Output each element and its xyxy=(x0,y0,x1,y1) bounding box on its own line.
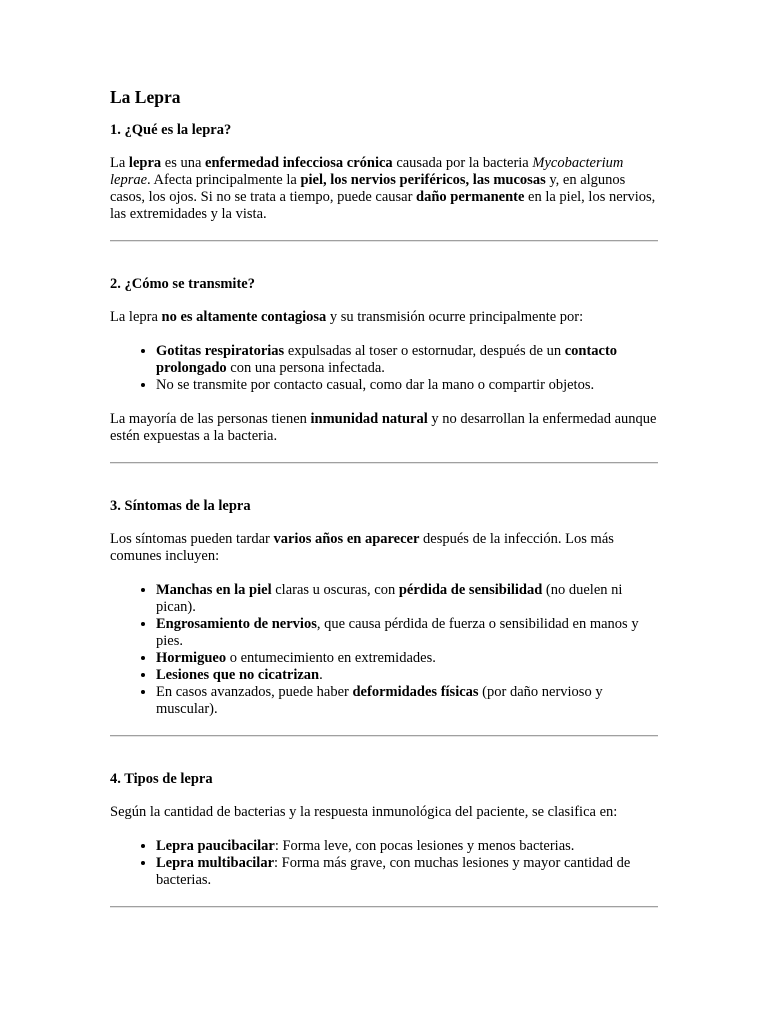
section-symptoms xyxy=(110,498,658,737)
text-span: En casos avanzados, puede haber xyxy=(156,684,353,700)
bold-span: Engrosamiento de nervios xyxy=(156,616,317,632)
list-item xyxy=(156,582,658,616)
bold-span: Lesiones que no cicatrizan xyxy=(156,667,320,683)
list-item xyxy=(156,667,658,684)
text-span: , que causa pérdida de fuerza o sensibilidad en manos y pies. xyxy=(156,616,639,649)
bold-span: Manchas en la piel xyxy=(156,582,272,598)
bold-span: piel, los nervios periféricos, las mucosas xyxy=(300,172,546,188)
text-span: expulsadas al toser o estornudar, después de un xyxy=(284,343,565,359)
text-span: : Forma más grave, con muchas lesiones y mayor cantidad de bacterias. xyxy=(156,855,631,888)
bold-span: enfermedad infecciosa crónica xyxy=(205,155,393,171)
list-item xyxy=(156,684,658,718)
bold-span: lepra xyxy=(128,155,162,171)
italic-span: Mycobacterium leprae xyxy=(110,155,624,188)
section-heading: 3. Síntomas de la lepra xyxy=(110,498,251,514)
section-paragraph xyxy=(110,531,658,565)
text-span: y, en algunos casos, los ojos. Si no se trata a tiempo, puede causar xyxy=(110,172,626,205)
text-span: No se transmite por contacto casual, como dar la mano o compartir objetos. xyxy=(156,377,595,393)
bold-span: Lepra paucibacilar xyxy=(156,838,275,854)
text-span: y no desarrollan la enfermedad aunque estén expuestas a la bacteria. xyxy=(110,411,657,444)
list-item xyxy=(156,855,658,889)
section-what-is xyxy=(110,122,658,242)
bold-span: pérdida de sensibilidad xyxy=(398,582,543,598)
section-paragraph xyxy=(110,309,658,326)
text-span: Según la cantidad de bacterias y la respuesta inmunológica del paciente, se clasifica en: xyxy=(110,804,618,820)
text-span: y su transmisión ocurre principalmente por: xyxy=(326,309,584,325)
section-heading: 1. ¿Qué es la lepra? xyxy=(110,122,232,138)
section-heading: 2. ¿Cómo se transmite? xyxy=(110,276,255,292)
list-item xyxy=(156,343,658,377)
bold-span: Gotitas respiratorias xyxy=(156,343,285,359)
text-span: La mayoría de las personas tienen xyxy=(110,411,311,427)
section-heading: 4. Tipos de lepra xyxy=(110,771,213,787)
bullet-list xyxy=(110,582,658,718)
text-span: (por daño nervioso y muscular). xyxy=(156,684,603,717)
list-item xyxy=(156,650,658,667)
bold-span: deformidades físicas xyxy=(352,684,479,700)
bullet-list xyxy=(110,343,658,394)
bold-span: Lepra multibacilar xyxy=(156,855,275,871)
bold-span: varios años en aparecer xyxy=(273,531,420,547)
bold-span: inmunidad natural xyxy=(310,411,428,427)
bold-span: no es altamente contagiosa xyxy=(161,309,327,325)
text-span: o entumecimiento en extremidades. xyxy=(226,650,436,666)
text-span: causada por la bacteria xyxy=(392,155,533,171)
text-span: : Forma leve, con pocas lesiones y menos bacterias. xyxy=(274,838,575,854)
text-span: en la piel, los nervios, las extremidades y la vista. xyxy=(110,189,656,222)
text-span: . Afecta principalmente la xyxy=(147,172,301,188)
document-title: La Lepra xyxy=(110,87,181,107)
document-page xyxy=(110,86,658,908)
text-span: (no duelen ni pican). xyxy=(156,582,623,615)
section-divider xyxy=(110,240,658,242)
bullet-list xyxy=(110,838,658,889)
section-divider xyxy=(110,735,658,737)
list-item xyxy=(156,377,658,394)
bold-span: daño permanente xyxy=(416,189,525,205)
list-item xyxy=(156,616,658,650)
section-paragraph xyxy=(110,411,658,445)
section-transmission xyxy=(110,276,658,464)
bold-span: Hormigueo xyxy=(156,650,227,666)
section-divider xyxy=(110,462,658,464)
text-span: claras u oscuras, con xyxy=(271,582,399,598)
text-span: Los síntomas pueden tardar xyxy=(110,531,274,547)
section-divider xyxy=(110,906,658,908)
text-span: después de la infección. Los más comunes incluyen: xyxy=(110,531,614,564)
text-span: es una xyxy=(161,155,206,171)
section-paragraph xyxy=(110,155,658,223)
section-paragraph xyxy=(110,804,658,821)
list-item xyxy=(156,838,658,855)
text-span: . xyxy=(319,667,323,683)
text-span: La lepra xyxy=(110,309,162,325)
text-span: con una persona infectada. xyxy=(226,360,385,376)
section-types xyxy=(110,771,658,908)
text-span: La xyxy=(110,155,129,171)
bold-span: contacto prolongado xyxy=(156,343,618,376)
